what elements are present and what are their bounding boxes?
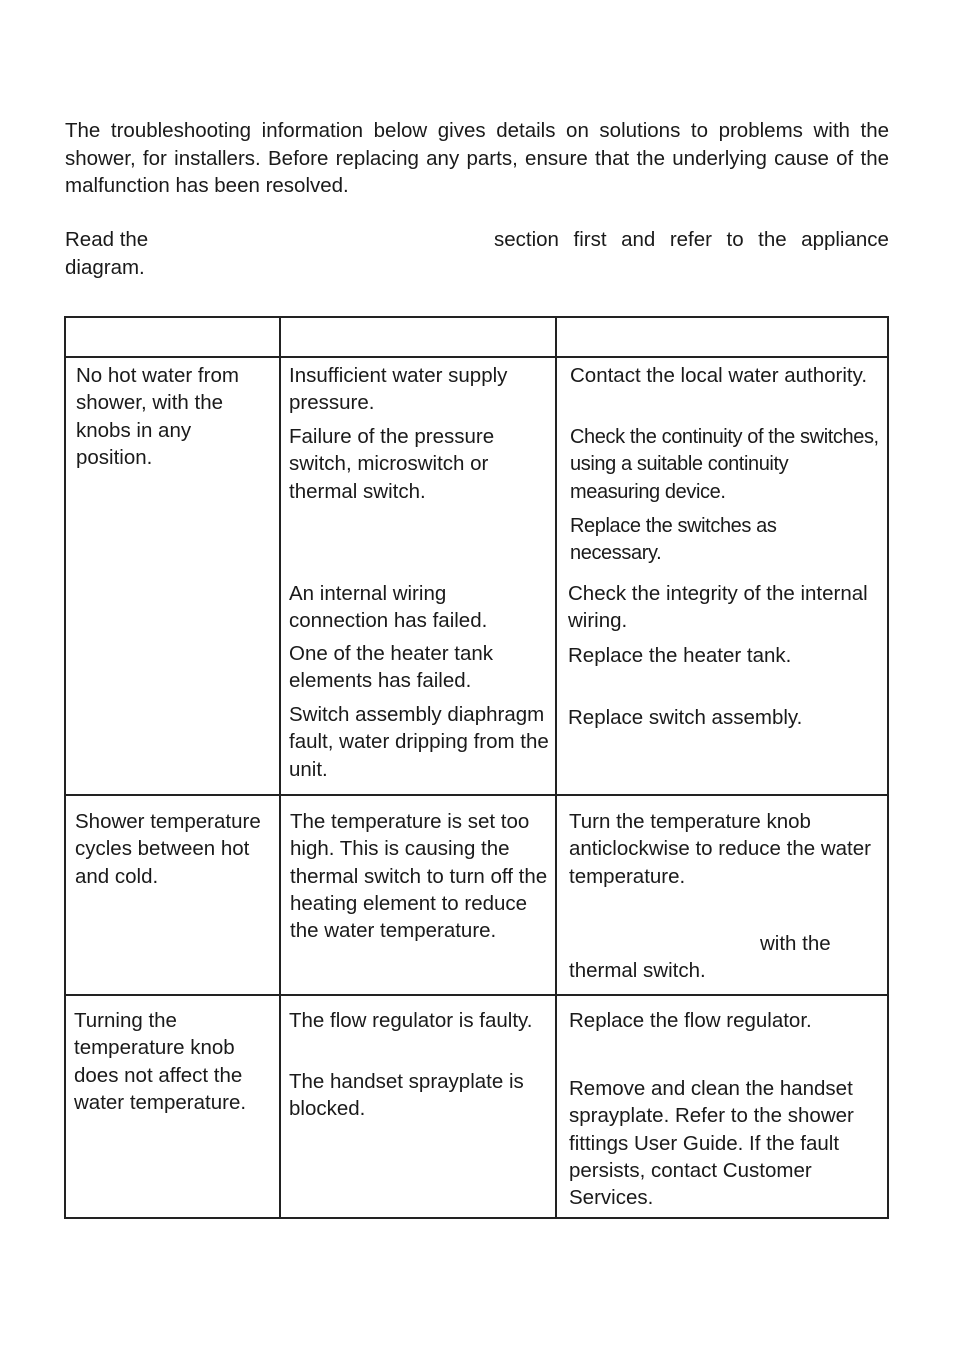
intro-paragraph: The troubleshooting information below gives details on solutions to problems with the shower, for installers. Before replacing any parts, ensure that the underlying cause of the malfunction has been resolved. bbox=[65, 119, 889, 197]
troubleshooting-table bbox=[64, 316, 889, 1219]
table-row-divider bbox=[64, 794, 889, 796]
read-line-2: diagram. bbox=[65, 255, 145, 279]
remedy-text: Check the integrity of the internal wiring. bbox=[568, 582, 868, 633]
table-border-right bbox=[887, 316, 889, 1219]
cause-text: Failure of the pressure switch, microswitch or thermal switch. bbox=[289, 425, 495, 503]
remedy-cell bbox=[568, 704, 878, 731]
cause-cell bbox=[289, 1068, 553, 1123]
remedy-text: Check the continuity of the switches, using a suitable continuity measuring device. bbox=[570, 426, 879, 503]
symptom-cell bbox=[74, 1007, 274, 1116]
remedy-cell bbox=[568, 642, 878, 669]
remedy-text: Replace switch assembly. bbox=[568, 706, 803, 729]
cause-cell bbox=[289, 701, 551, 783]
remedy-cell bbox=[569, 1075, 869, 1211]
cause-cell bbox=[289, 1007, 553, 1034]
cause-cell bbox=[290, 808, 554, 944]
cause-text: Switch assembly diaphragm fault, water dripping from the unit. bbox=[289, 703, 549, 781]
symptom-cell bbox=[76, 362, 271, 471]
symptom-cell bbox=[75, 808, 273, 890]
symptom-text: Shower temperature cycles between hot and cold. bbox=[75, 810, 261, 888]
remedy-cell bbox=[568, 580, 878, 635]
read-left-text: Read the bbox=[65, 228, 149, 251]
cause-cell bbox=[289, 580, 551, 635]
table-border-left bbox=[64, 316, 66, 1219]
read-instruction bbox=[65, 226, 889, 281]
cause-text: The handset sprayplate is blocked. bbox=[289, 1070, 524, 1121]
table-header-divider bbox=[64, 356, 889, 358]
remedy-cell bbox=[570, 362, 880, 389]
remedy-cell bbox=[569, 957, 879, 984]
remedy-text: Replace the heater tank. bbox=[568, 644, 792, 667]
cause-text: Insufficient water supply pressure. bbox=[289, 364, 508, 415]
cause-text: The temperature is set too high. This is causing the thermal switch to turn off the heating element to reduce the water temperature. bbox=[290, 810, 548, 943]
remedy-text: Contact the local water authority. bbox=[570, 364, 868, 387]
cause-cell bbox=[289, 423, 551, 505]
remedy-text: Replace the flow regulator. bbox=[569, 1009, 812, 1032]
table-column-divider bbox=[555, 316, 557, 1219]
remedy-cell bbox=[570, 424, 880, 506]
table-column-divider bbox=[279, 316, 281, 1219]
remedy-text: Turn the temperature knob anticlockwise to reduce the water temperature. bbox=[569, 810, 871, 888]
cause-text: An internal wiring connection has failed. bbox=[289, 582, 488, 633]
remedy-text: thermal switch. bbox=[569, 959, 706, 982]
remedy-cell bbox=[570, 513, 870, 568]
symptom-text: No hot water from shower, with the knobs in any position. bbox=[76, 364, 239, 469]
table-row-divider bbox=[64, 994, 889, 996]
remedy-text: Replace the switches as necessary. bbox=[570, 515, 777, 565]
remedy-text: with the bbox=[760, 932, 831, 955]
cause-text: The flow regulator is faulty. bbox=[289, 1009, 533, 1032]
table-border-top bbox=[64, 316, 889, 318]
remedy-cell bbox=[760, 930, 880, 957]
remedy-cell bbox=[569, 1007, 879, 1034]
remedy-text: Remove and clean the handset sprayplate. Refer to the shower fittings User Guide. If the fault persists, contact Customer Services. bbox=[569, 1077, 854, 1210]
symptom-text: Turning the temperature knob does not affect the water temperature. bbox=[74, 1009, 247, 1114]
cause-cell bbox=[289, 640, 551, 695]
read-right-text: section first and refer to the appliance bbox=[494, 228, 889, 251]
cause-cell bbox=[289, 362, 551, 417]
remedy-cell bbox=[569, 808, 879, 890]
table-border-bottom bbox=[64, 1217, 889, 1219]
cause-text: One of the heater tank elements has failed. bbox=[289, 642, 493, 693]
